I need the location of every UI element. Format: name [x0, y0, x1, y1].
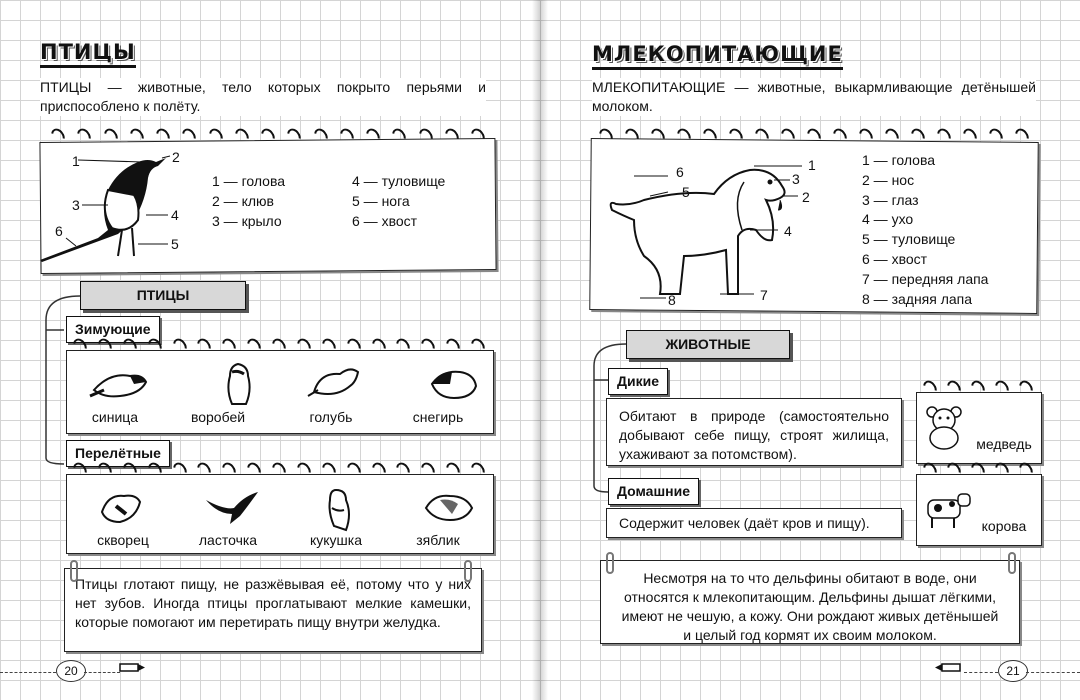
swallow-icon [204, 490, 260, 526]
label-num-3: 3 [72, 197, 80, 213]
legend-item: 2 — нос [862, 171, 915, 188]
page-number: 20 [56, 660, 86, 682]
label-num-5: 5 [171, 236, 179, 252]
paperclip-icon [70, 560, 78, 582]
spiral-binding [74, 462, 484, 484]
legend-item: 8 — задняя лапа [862, 290, 973, 307]
legend-item: 4 — ухо [862, 211, 914, 228]
bird-caption: кукушка [309, 532, 362, 548]
starling-icon [96, 488, 146, 528]
tree-label-birds: ПТИЦЫ [80, 281, 246, 310]
animal-caption: корова [981, 518, 1027, 534]
legend-item: 7 — передняя лапа [862, 270, 989, 287]
bird-caption: ласточка [198, 532, 258, 548]
label-num-4: 4 [171, 207, 179, 223]
book-spine [532, 0, 548, 700]
legend-item: 6 — хвост [862, 250, 928, 267]
legend-item: 2 — клюв [212, 193, 274, 209]
footer-line [84, 672, 120, 673]
cow-icon [924, 492, 972, 532]
legend-item: 5 — туловище [862, 231, 956, 248]
category-wintering: Зимующие [66, 316, 160, 343]
label-num-7: 7 [760, 287, 768, 303]
birds-definition: ПТИЦЫ — животные, тело которых покрыто перьями и приспособлено к полёту. [40, 79, 486, 114]
legend-item: 1 — голова [212, 173, 286, 189]
domestic-description: Содержит человек (даёт кров и пищу). [606, 508, 902, 538]
category-wild: Дикие [608, 368, 668, 395]
legend-item: 4 — туловище [352, 173, 446, 189]
label-num-5: 5 [682, 184, 690, 200]
tree-label-animals: ЖИВОТНЫЕ [626, 330, 790, 359]
bear-icon [924, 404, 964, 450]
legend-item: 5 — нога [352, 193, 410, 209]
bird-caption: синица [91, 409, 139, 425]
footer-line [1026, 672, 1080, 673]
label-num-1: 1 [808, 157, 816, 173]
category-domestic: Домашние [608, 478, 699, 505]
pencil-icon [118, 662, 146, 672]
cuckoo-icon [322, 486, 358, 532]
spiral-binding [74, 338, 484, 360]
tit-icon [90, 366, 150, 402]
spiral-binding [924, 462, 1032, 484]
page-number: 21 [998, 660, 1028, 682]
label-num-2: 2 [172, 149, 180, 165]
legend-item: 6 — хвост [352, 213, 418, 229]
label-num-6: 6 [55, 223, 63, 239]
footer-line [964, 672, 998, 673]
animal-caption: медведь [976, 436, 1032, 452]
birds-fact-note: Птицы глотают пищу, не разжёвывая её, потому что у них нет зубов. Иногда птицы проглатывают мелкие камешки, которые помогают им перетирать пищу внутри желудка. [64, 568, 482, 652]
page-title-birds: ПТИЦЫ [40, 40, 136, 68]
bird-caption: снегирь [412, 409, 464, 425]
label-num-8: 8 [668, 292, 676, 308]
paperclip-icon [606, 552, 614, 574]
pencil-icon [934, 662, 962, 672]
label-num-2: 2 [802, 189, 810, 205]
right-page [540, 0, 1080, 700]
bird-caption: голубь [309, 409, 353, 425]
bird-caption: воробей [190, 409, 246, 425]
bird-caption: скворец [97, 532, 149, 548]
footer-line [0, 672, 56, 673]
wild-description: Обитают в природе (самостоятельно добывают себе пищу, строят жилища, ухаживают за потомством). [606, 398, 902, 466]
legend-item: 3 — крыло [212, 213, 282, 229]
label-num-6: 6 [676, 164, 684, 180]
paperclip-icon [1008, 552, 1016, 574]
category-migratory: Перелётные [66, 440, 170, 467]
chaffinch-icon [422, 490, 476, 526]
legend-item: 3 — глаз [862, 191, 919, 208]
legend-item: 1 — голова [862, 152, 936, 168]
dolphin-fact-note: Несмотря на то что дельфины обитают в воде, они относятся к млекопитающим. Дельфины дышат лёгкими, имеют не чешую, а кожу. Они рождают живых детёнышей и целый год кормят их своим молоком. [600, 560, 1020, 644]
bird-caption: зяблик [416, 532, 460, 548]
page-title-mammals: МЛЕКОПИТАЮЩИЕ [592, 42, 843, 70]
sparrow-icon [218, 360, 258, 410]
label-num-1: 1 [72, 153, 80, 169]
mammals-definition: МЛЕКОПИТАЮЩИЕ — животные, выкармливающие детёнышей молоком. [592, 79, 1036, 114]
label-num-3: 3 [792, 171, 800, 187]
paperclip-icon [464, 560, 472, 582]
bullfinch-icon [426, 364, 482, 404]
pigeon-icon [306, 362, 362, 406]
label-num-4: 4 [784, 223, 792, 239]
spiral-binding [924, 380, 1032, 402]
